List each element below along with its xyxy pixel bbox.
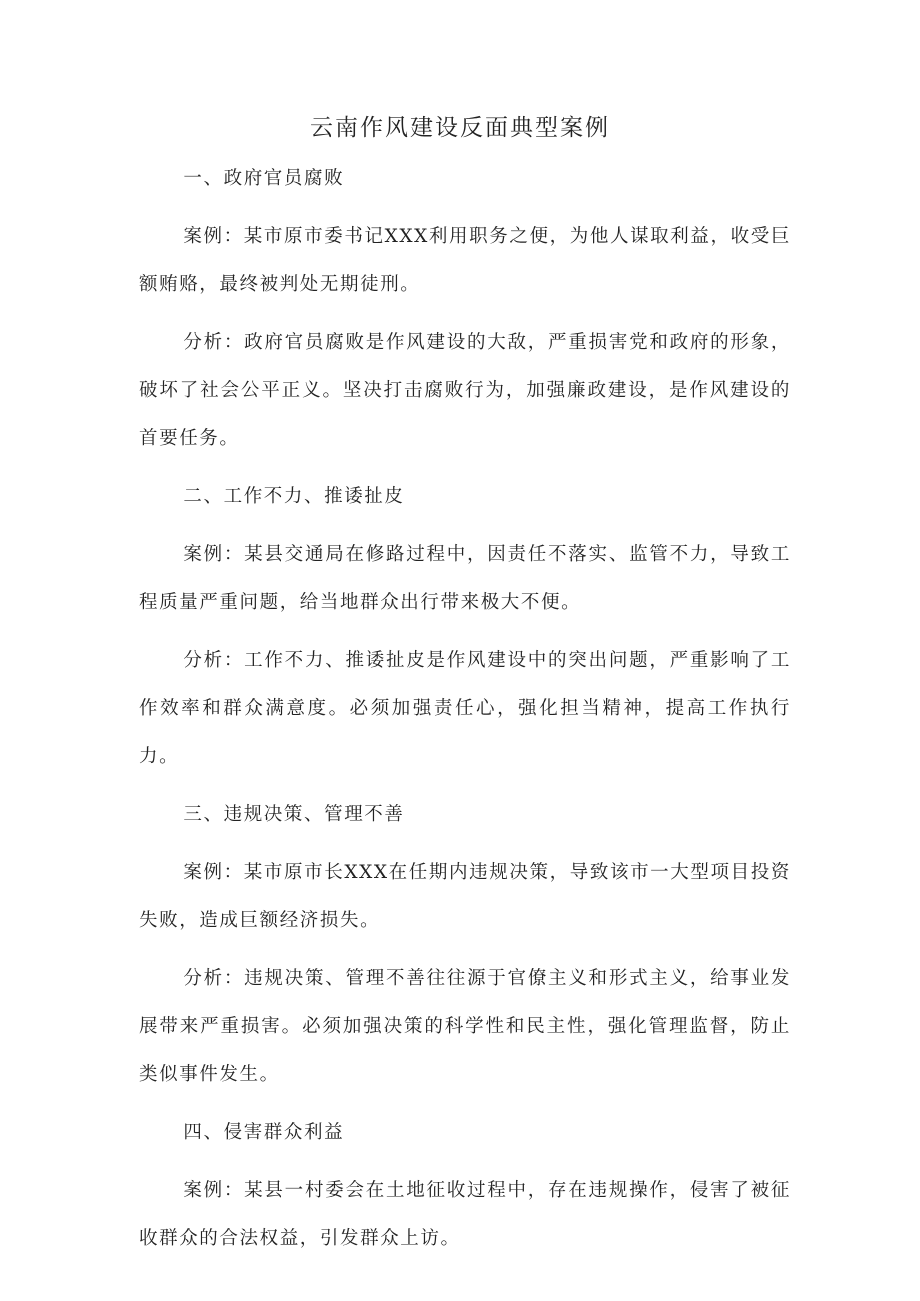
case-paragraph-1: 案例：某市原市委书记XXX利用职务之便，为他人谋取利益，收受巨额贿赂，最终被判处无期徒刑。	[139, 226, 791, 295]
case-paragraph-3: 案例：某市原市长XXX在任期内违规决策，导致该市一大型项目投资失败，造成巨额经济损失。	[139, 862, 791, 931]
analysis-paragraph-3: 分析：违规决策、管理不善往往源于官僚主义和形式主义，给事业发展带来严重损害。必须加强决策的科学性和民主性，强化管理监督，防止类似事件发生。	[139, 968, 791, 1085]
document-body	[139, 155, 791, 1273]
analysis-paragraph-1: 分析：政府官员腐败是作风建设的大敌，严重损害党和政府的形象，破坏了社会公平正义。坚决打击腐败行为，加强廉政建设，是作风建设的首要任务。	[139, 332, 791, 449]
case-paragraph-2: 案例：某县交通局在修路过程中，因责任不落实、监管不力，导致工程质量严重问题，给当地群众出行带来极大不便。	[139, 544, 791, 613]
section-heading-3: 三、违规决策、管理不善	[183, 804, 405, 825]
section-heading-1: 一、政府官员腐败	[183, 168, 345, 189]
case-paragraph-4: 案例：某县一村委会在土地征收过程中，存在违规操作，侵害了被征收群众的合法权益，引发群众上访。	[139, 1180, 791, 1249]
section-heading-4: 四、侵害群众利益	[183, 1122, 345, 1143]
section-heading-2: 二、工作不力、推诿扯皮	[183, 486, 405, 507]
analysis-paragraph-2: 分析：工作不力、推诿扯皮是作风建设中的突出问题，严重影响了工作效率和群众满意度。必须加强责任心，强化担当精神，提高工作执行力。	[139, 650, 791, 767]
document-title: 云南作风建设反面典型案例	[310, 115, 610, 141]
